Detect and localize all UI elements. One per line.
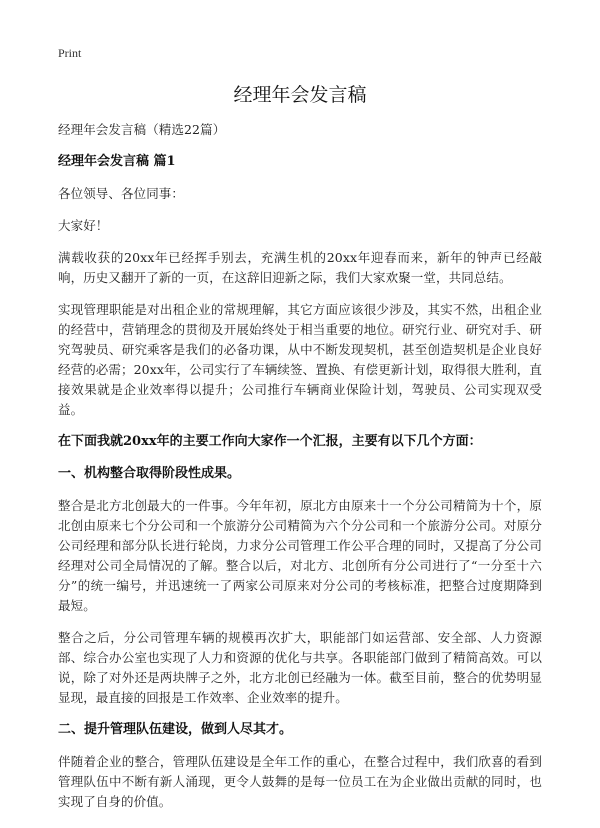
body-paragraph-4: 整合之后，分公司管理车辆的规模再次扩大，职能部门如运营部、安全部、人力资源部、综合办公室也实现了人力和资源的优化与共享。各职能部门做到了精简高效。可以说，除了对外还是两块牌子之外，北方北创已经融为一体。截至目前，整合的优势明显显现，最直接的回报是工作效率、企业效率的提升。 — [58, 630, 542, 705]
body-paragraph-2: 实现管理职能是对出租企业的常规理解，其它方面应该很少涉及，其实不然，出租企业的经营中，营销理念的贯彻及开展始终处于相当重要的地位。研究行业、研究对手、研究驾驶员、研究乘客是我们的必备功课，从中不断发现契机，甚至创造契机是企业良好经营的必需；20xx年，公司实行了车辆续签、置换、有偿更新计划，取得很大胜利，直接效果就是企业效率得以提升；公司推行车辆商业保险计划，驾驶员、公司实现双受益。 — [58, 302, 543, 417]
body-paragraph-5: 伴随着企业的整合，管理队伍建设是全年工作的重心，在整合过程中，我们欣喜的看到管理队伍中不断有新人涌现，更令人鼓舞的是每一位员工在为企业做出贡献的同时，也实现了自身的价值。 — [58, 754, 542, 809]
document-subtitle: 经理年会发言稿（精选22篇） — [58, 122, 226, 137]
body-paragraph-1: 满载收获的20xx年已经挥手别去，充满生机的20xx年迎春而来，新年的钟声已经敲响，历史又翻开了新的一页，在这辞旧迎新之际，我们大家欢聚一堂，共同总结。 — [58, 250, 542, 285]
hello-paragraph: 大家好！ — [58, 218, 109, 233]
section-title: 经理年会发言稿 篇1 — [58, 154, 176, 169]
greeting-paragraph: 各位领导、各位同事： — [58, 186, 185, 201]
body-paragraph-3: 整合是北方北创最大的一件事。今年年初，原北方由原来十一个分公司精简为十个，原北创由原来七个分公司和一个旅游分公司精简为六个分公司和一个旅游分公司。对原分公司经理和部分队长进行轮岗，力求分公司管理工作公平合理的同时，又提高了分公司经理对公司全局情况的了解。整合以后，对北方、北创所有分公司进行了“一分至十六分”的统一编号，并迅速统一了两家公司原来对分公司的考核标准，把整合过度期降到最短。 — [58, 498, 542, 613]
print-link[interactable]: Print — [58, 46, 82, 60]
section-2-heading: 二、提升管理队伍建设，做到人尽其才。 — [58, 722, 293, 737]
document-title: 经理年会发言稿 — [233, 84, 367, 106]
section-1-heading: 一、机构整合取得阶段性成果。 — [58, 466, 241, 481]
summary-heading: 在下面我就20xx年的主要工作向大家作一个汇报，主要有以下几个方面： — [58, 434, 482, 449]
